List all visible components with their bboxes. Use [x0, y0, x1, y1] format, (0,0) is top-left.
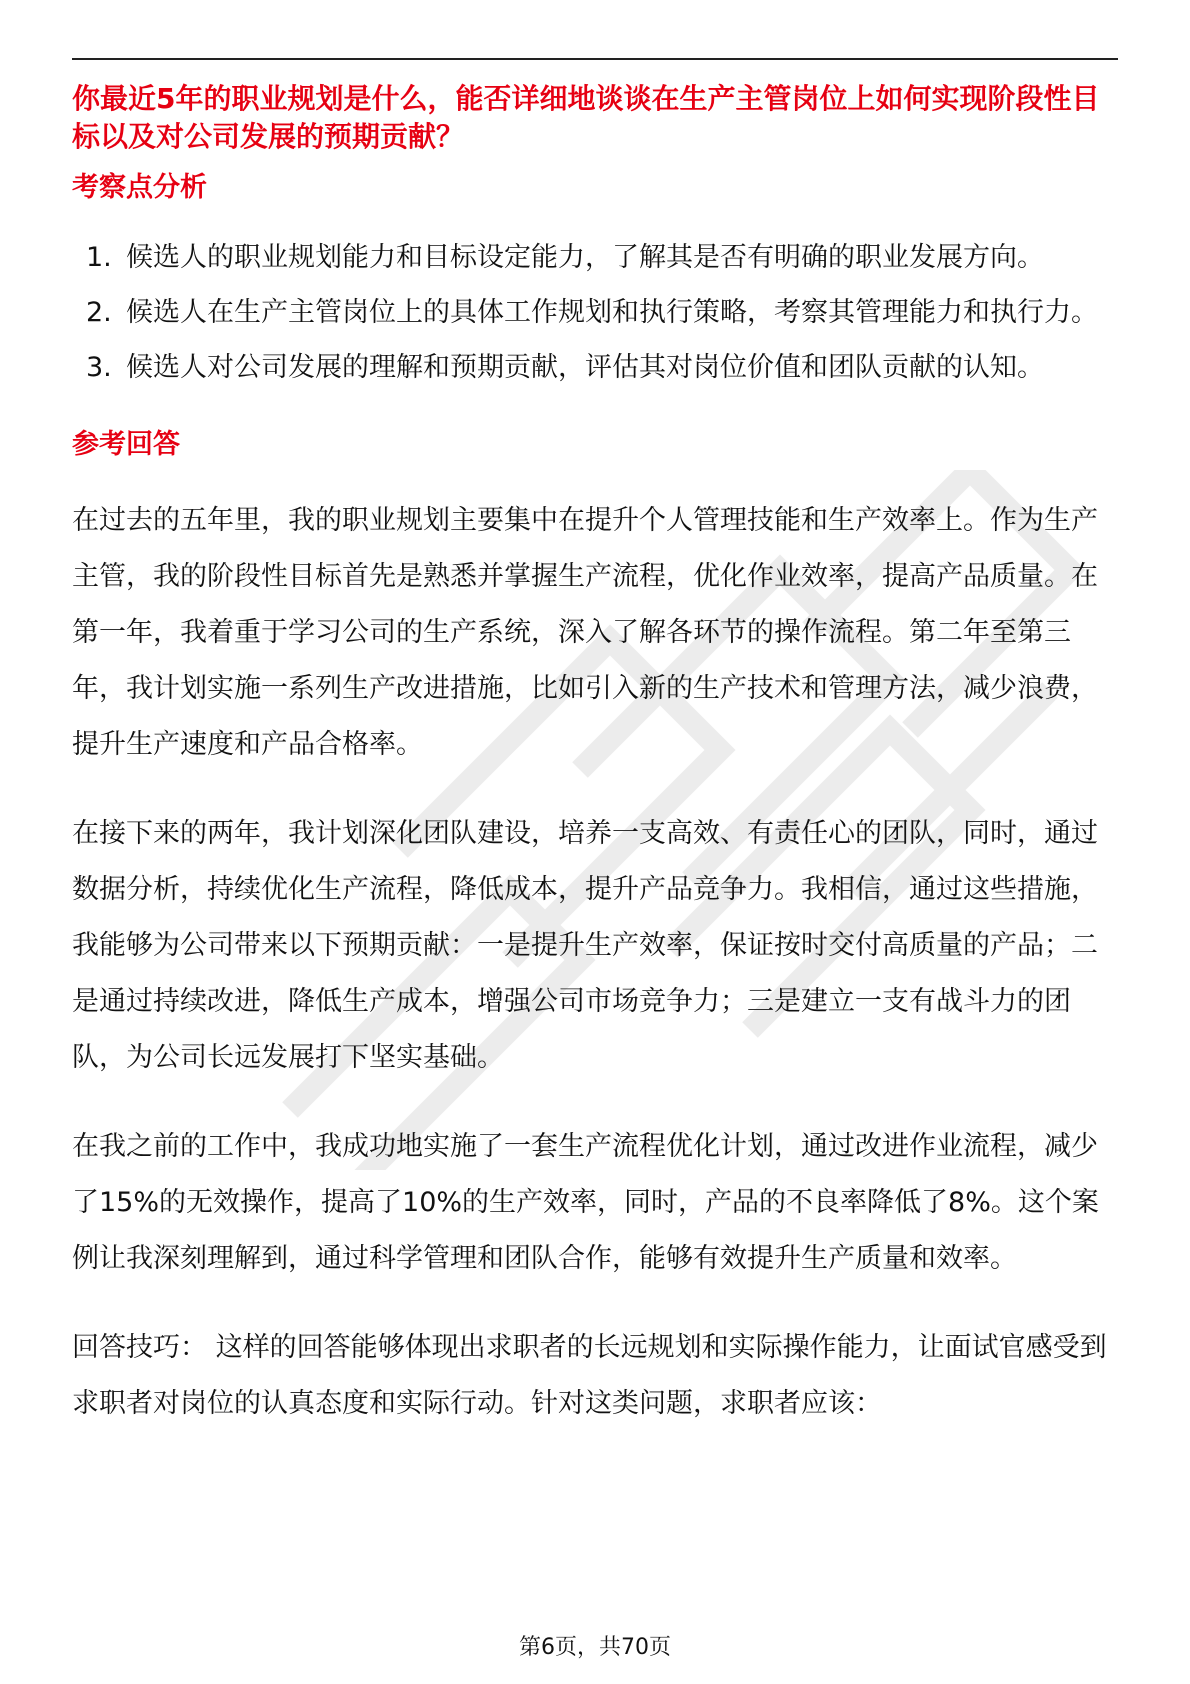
list-item-text: 候选人的职业规划能力和目标设定能力，了解其是否有明确的职业发展方向。 [126, 242, 1044, 273]
answer-paragraph: 在接下来的两年，我计划深化团队建设，培养一支高效、有责任心的团队，同时，通过数据分析，持续优化生产流程，降低成本，提升产品竞争力。我相信，通过这些措施，我能够为公司带来以下预期贡献：一是提升生产效率，保证按时交付高质量的产品；二是通过持续改进，降低生产成本，增强公司市场竞争力；三是建立一支有战斗力的团队，为公司长远发展打下坚实基础。 [72, 818, 1098, 1073]
document-body [72, 80, 1122, 1432]
list-item-text: 候选人对公司发展的理解和预期贡献，评估其对岗位价值和团队贡献的认知。 [126, 352, 1044, 383]
question-heading: 你最近5年的职业规划是什么，能否详细地谈谈在生产主管岗位上如何实现阶段性目标以及对公司发展的预期贡献？ [72, 82, 1100, 153]
answer-section-title: 参考回答 [72, 429, 180, 460]
list-item [72, 285, 1122, 340]
analysis-section-title: 考察点分析 [72, 172, 207, 203]
list-item-number: 2. [86, 297, 112, 328]
answer-paragraph: 在过去的五年里，我的职业规划主要集中在提升个人管理技能和生产效率上。作为生产主管，我的阶段性目标首先是熟悉并掌握生产流程，优化作业效率，提高产品质量。在第一年，我着重于学习公司的生产系统，深入了解各环节的操作流程。第二年至第三年，我计划实施一系列生产改进措施，比如引入新的生产技术和管理方法，减少浪费，提升生产速度和产品合格率。 [72, 505, 1098, 760]
answer-tips-paragraph: 回答技巧： 这样的回答能够体现出求职者的长远规划和实际操作能力，让面试官感受到求职者对岗位的认真态度和实际行动。针对这类问题，求职者应该： [72, 1332, 1107, 1419]
list-item-text: 候选人在生产主管岗位上的具体工作规划和执行策略，考察其管理能力和执行力。 [126, 297, 1098, 328]
analysis-points-list [72, 230, 1122, 395]
list-item-number: 3. [86, 352, 112, 383]
top-divider [72, 58, 1118, 60]
list-item [72, 230, 1122, 285]
page-number-footer: 第6页，共70页 [519, 1635, 671, 1660]
answer-paragraph: 在我之前的工作中，我成功地实施了一套生产流程优化计划，通过改进作业流程，减少了15%的无效操作，提高了10%的生产效率，同时，产品的不良率降低了8%。这个案例让我深刻理解到，通过科学管理和团队合作，能够有效提升生产质量和效率。 [72, 1131, 1099, 1274]
list-item-number: 1. [86, 242, 112, 273]
list-item [72, 340, 1122, 395]
